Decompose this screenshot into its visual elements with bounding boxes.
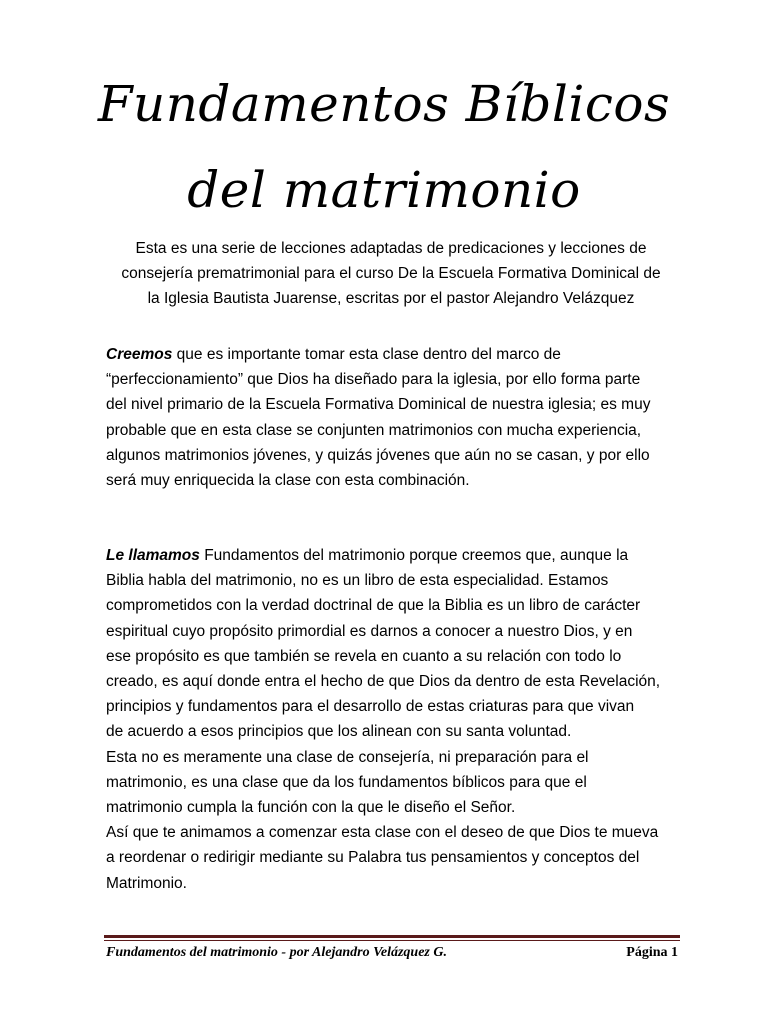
paragraph-line: del nivel primario de la Escuela Formativa Dominical de nuestra iglesia; es muy — [106, 396, 651, 414]
paragraph-line: ese propósito es que también se revela en cuanto a su relación con todo lo — [106, 647, 622, 665]
page-number: Página 1 — [626, 945, 678, 960]
paragraph-line: Esta no es meramente una clase de consejería, ni preparación para el — [106, 748, 589, 766]
paragraph-lead: Le llamamos — [106, 547, 200, 564]
footer-divider — [104, 935, 680, 941]
paragraph-line — [106, 342, 686, 367]
paragraph-line: a reordenar o redirigir mediante su Palabra tus pensamientos y conceptos del — [106, 849, 640, 867]
intro-paragraph — [105, 236, 677, 311]
paragraph-line: matrimonio cumpla la función con la que le diseño el Señor. — [106, 799, 516, 817]
paragraph-line: comprometidos con la verdad doctrinal de que la Biblia es un libro de carácter — [106, 597, 641, 615]
paragraph-line: será muy enriquecida la clase con esta combinación. — [106, 472, 470, 490]
intro-line: la Iglesia Bautista Juarense, escritas por el pastor Alejandro Velázquez — [147, 290, 635, 307]
paragraph-line: Así que te animamos a comenzar esta clase con el deseo de que Dios te mueva — [106, 824, 659, 842]
intro-line: Esta es una serie de lecciones adaptadas de predicaciones y lecciones de — [135, 240, 647, 257]
paragraph-line — [106, 543, 686, 568]
footer-text: Fundamentos del matrimonio - por Alejandro Velázquez G. — [106, 945, 447, 960]
paragraph-line: Matrimonio. — [106, 874, 187, 892]
paragraph-creemos — [106, 342, 686, 493]
paragraph-line: “perfeccionamiento” que Dios ha diseñado para la iglesia, por ello forma parte — [106, 371, 641, 389]
paragraph-line: algunos matrimonios jóvenes, y quizás jóvenes que aún no se casan, y por ello — [106, 446, 650, 464]
title-line-2: del matrimonio — [187, 161, 581, 219]
paragraph-text: que es importante tomar esta clase dentro del marco de — [172, 346, 561, 363]
paragraph-line: creado, es aquí donde entra el hecho de que Dios da dentro de esta Revelación, — [106, 673, 661, 691]
paragraph-le-llamamos — [106, 543, 686, 896]
paragraph-line: de acuerdo a esos principios que los alinean con su santa voluntad. — [106, 723, 572, 741]
intro-line: consejería prematrimonial para el curso De la Escuela Formativa Dominical de — [121, 265, 661, 282]
paragraph-line: espiritual cuyo propósito primordial es darnos a conocer a nuestro Dios, y en — [106, 622, 633, 640]
paragraph-text: Fundamentos del matrimonio porque creemos que, aunque la — [199, 547, 629, 564]
paragraph-lead: Creemos — [106, 346, 173, 363]
paragraph-line: matrimonio, es una clase que da los fundamentos bíblicos para que el — [106, 773, 587, 791]
paragraph-line: principios y fundamentos para el desarrollo de estas criaturas para que vivan — [106, 698, 635, 716]
paragraph-line: probable que en esta clase se conjunten matrimonios con mucha experiencia, — [106, 421, 642, 439]
title-line-1: Fundamentos Bíblicos — [97, 75, 671, 133]
paragraph-line: Biblia habla del matrimonio, no es un libro de esta especialidad. Estamos — [106, 572, 609, 590]
